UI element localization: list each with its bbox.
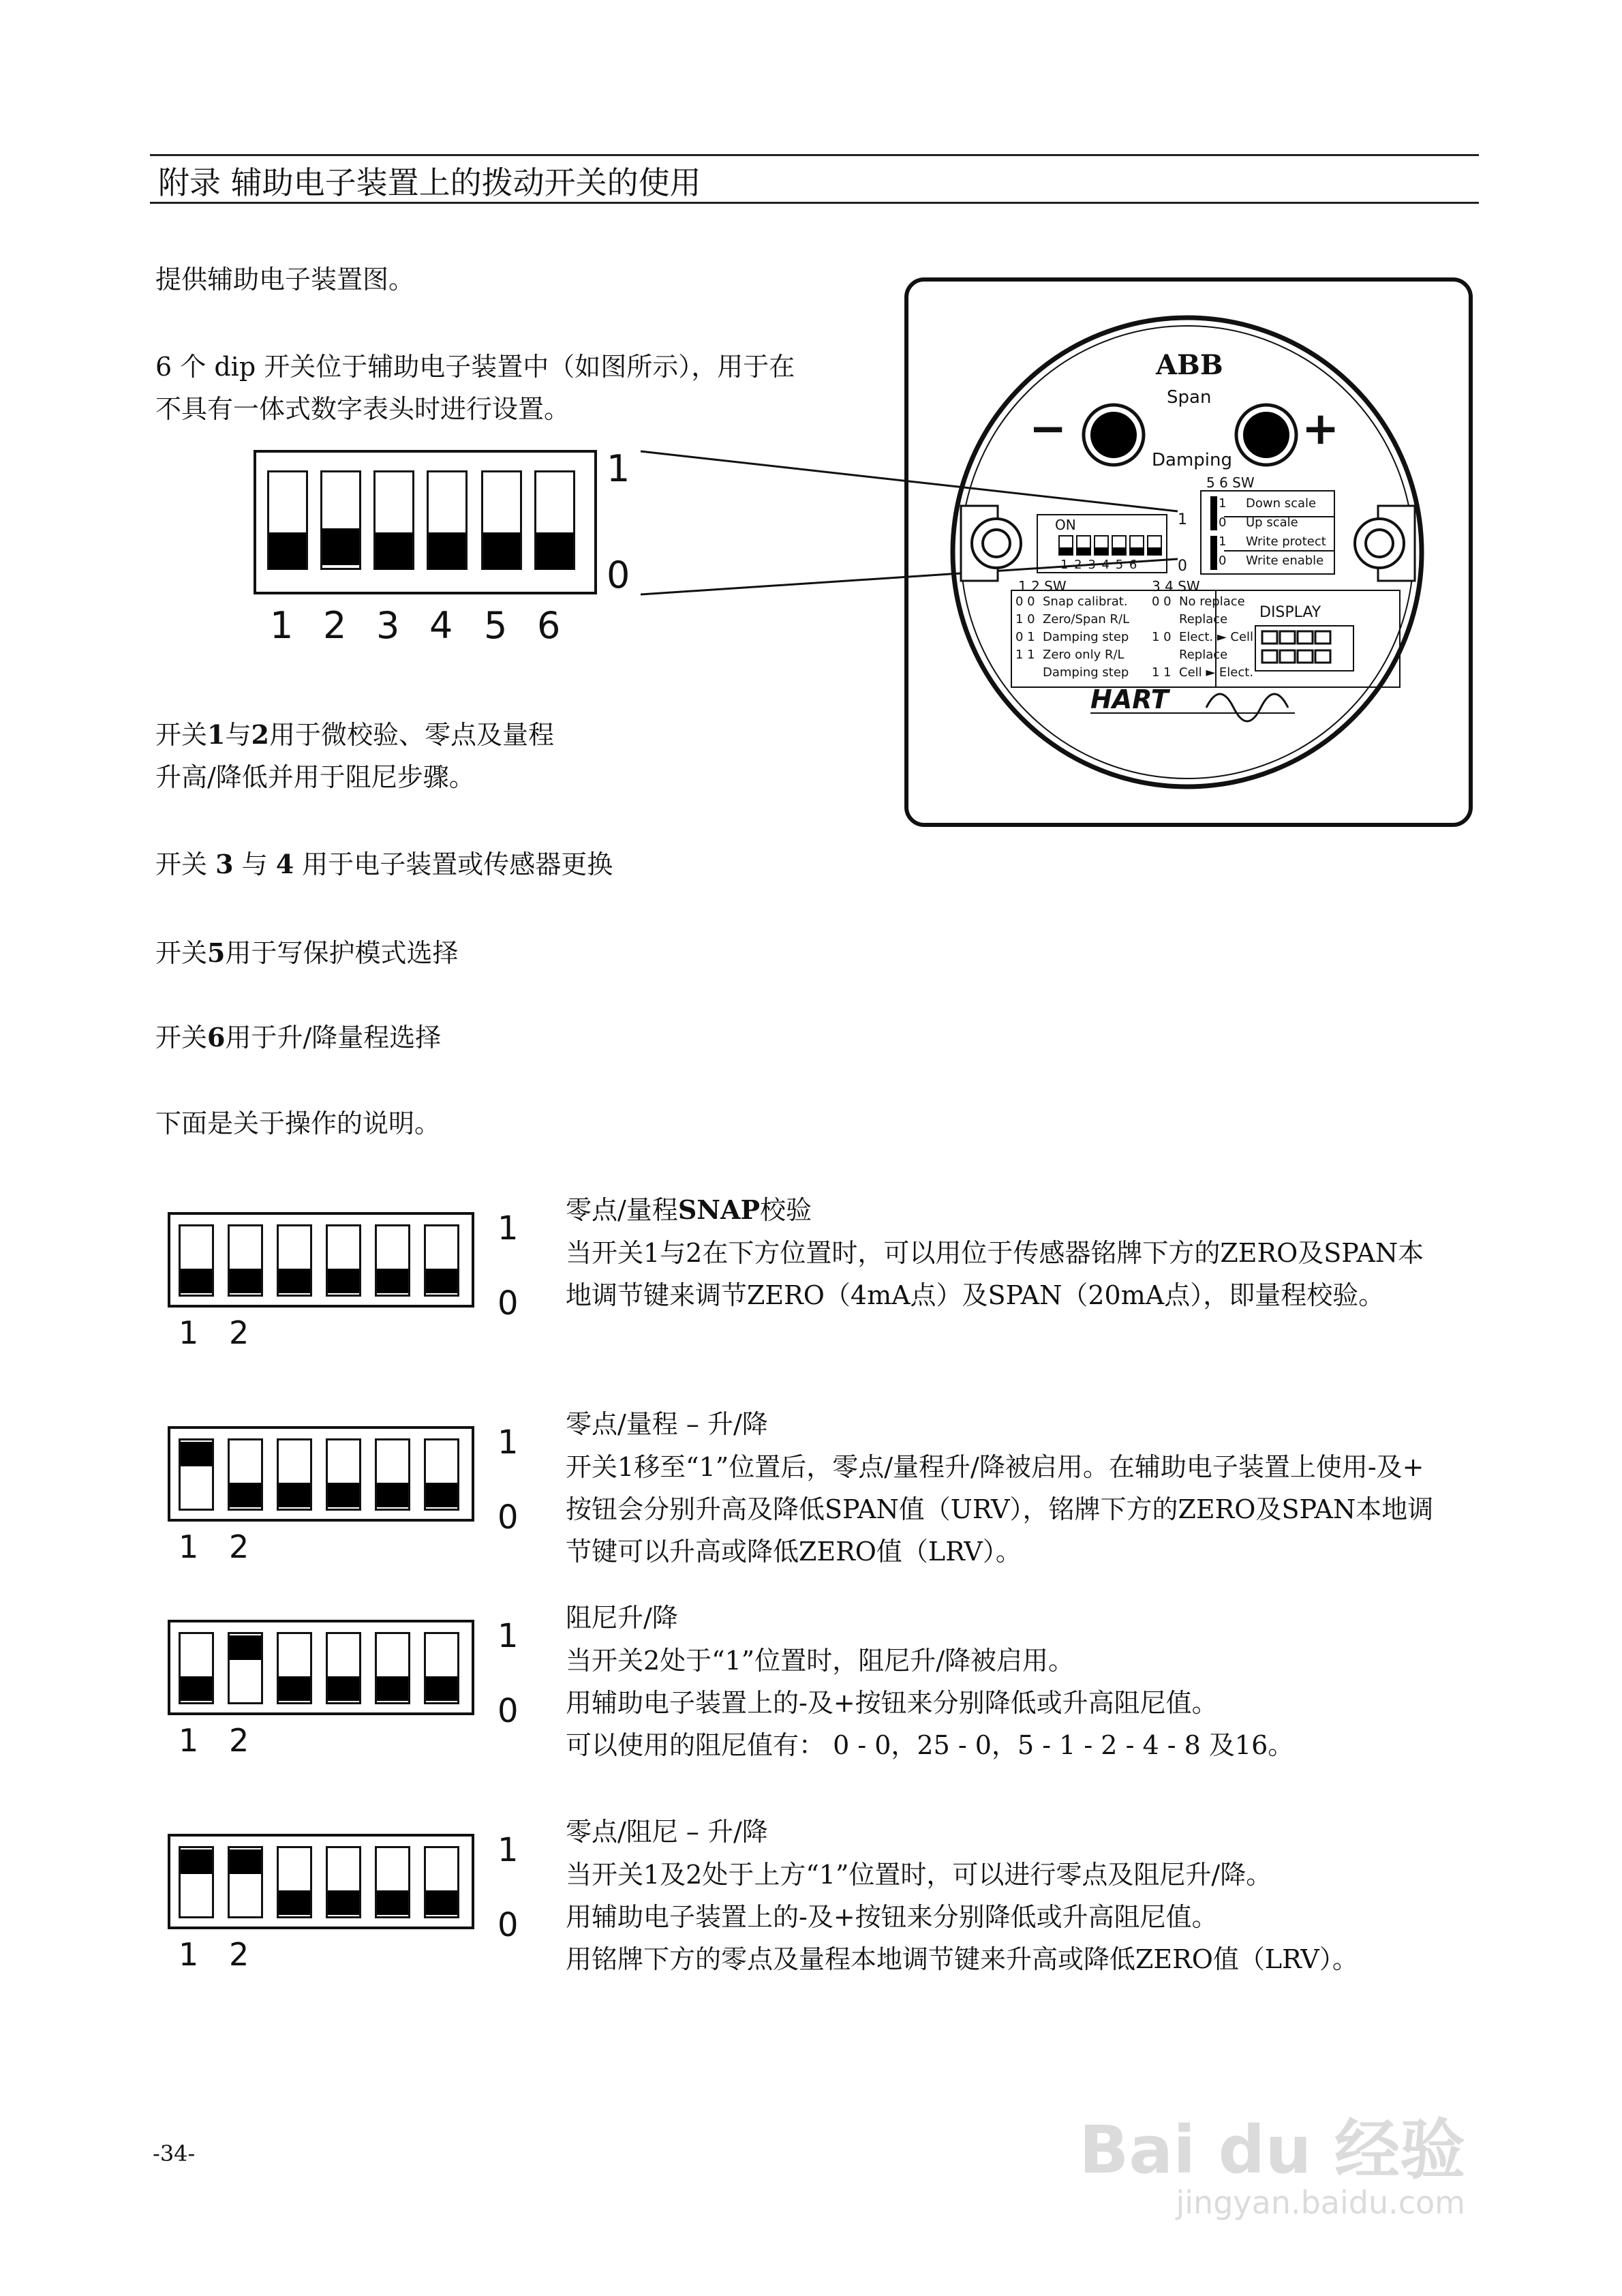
watermark-brand: Bai du 经验 [1079, 2112, 1465, 2188]
sw34-text-0: No replace [1179, 594, 1245, 609]
op-switch-knob-3-3 [279, 1676, 310, 1701]
device-zero-label: 0 [1178, 558, 1187, 575]
main-dip-number-3: 3 [376, 604, 400, 647]
op-switch-knob-3-1 [181, 1676, 212, 1701]
op-switch-4-6 [424, 1846, 459, 1918]
sw56-text-0: Down scale [1246, 496, 1317, 511]
main-dip-number-4: 4 [429, 604, 453, 647]
op-title-pre-4: 零点/阻尼 – 升/降 [566, 1817, 768, 1847]
op-line-1-2: 地调节键来调节ZERO（4mA点）及SPAN（20mA点），即量程校验。 [566, 1280, 1385, 1310]
sw12-text-1: Zero/Span R/L [1043, 612, 1130, 626]
op-title-pre-3: 阻尼升/降 [566, 1603, 678, 1633]
abb-logo: ABB [1156, 349, 1223, 381]
sw12-code-3: 1 1 [1015, 648, 1035, 662]
op-off-label-2: 0 [498, 1498, 519, 1537]
op-off-label-3: 0 [498, 1692, 519, 1730]
op-line-4-3: 用铭牌下方的零点及量程本地调节键来升高或降低ZERO值（LRV）。 [566, 1944, 1358, 1974]
op-switch-3-4 [326, 1632, 361, 1704]
intro-line-1: 提供辅助电子装置图。 [155, 265, 415, 294]
op-switch-4-3 [277, 1846, 312, 1918]
op-switch-knob-1-3 [279, 1269, 310, 1293]
sw12-code-0: 0 0 [1015, 594, 1035, 609]
op-switch-knob-2-3 [279, 1483, 310, 1507]
op-switch-knob-1-2 [230, 1269, 261, 1293]
op-title-pre-2: 零点/量程 – 升/降 [566, 1409, 768, 1439]
op-title-post-1: 校验 [760, 1195, 812, 1225]
op-dip-switch-3 [168, 1620, 474, 1715]
op-switch-knob-2-1 [181, 1442, 212, 1466]
op-switch-knob-4-3 [279, 1890, 310, 1915]
op-switch-1-4 [326, 1224, 361, 1297]
op-off-label-4: 0 [498, 1906, 519, 1944]
sw34-text-3: Replace [1179, 648, 1228, 662]
damping-label: Damping [1152, 450, 1232, 470]
op-switch-4-1 [179, 1846, 214, 1918]
sw34-text-2: Elect. ► Cell [1179, 630, 1254, 644]
op-num-1-4: 1 [179, 1936, 199, 1973]
op-switch-1-2 [228, 1224, 263, 1297]
op-line-4-1: 当开关1及2处于上方“1”位置时，可以进行零点及阻尼升/降。 [566, 1860, 1272, 1890]
op-title-2 [566, 1403, 768, 1445]
op-switch-2-5 [375, 1438, 410, 1511]
op-on-label-3: 1 [498, 1617, 519, 1655]
sw56-code-3: 0 [1219, 554, 1227, 568]
op-switch-4-5 [375, 1846, 410, 1918]
op-dip-switch-1 [168, 1212, 474, 1308]
op-switch-2-6 [424, 1438, 459, 1511]
device-dip-numbers: 1 2 3 4 5 6 [1060, 558, 1137, 572]
sw34-text-1: Replace [1179, 612, 1228, 626]
op-switch-knob-2-4 [328, 1483, 359, 1507]
sw12-header: 1 2 SW [1018, 578, 1067, 594]
op-switch-knob-3-4 [328, 1676, 359, 1701]
op-title-1 [566, 1189, 812, 1231]
sw12-code-2: 0 1 [1015, 630, 1035, 644]
op-switch-knob-3-2 [230, 1635, 261, 1660]
op-switch-3-2 [228, 1632, 263, 1704]
display-label: DISPLAY [1259, 604, 1321, 621]
ops-intro: 下面是关于操作的说明。 [155, 1108, 441, 1138]
op-switch-3-6 [424, 1632, 459, 1704]
op-line-4-2: 用辅助电子装置上的-及+按钮来分别降低或升高阻尼值。 [566, 1902, 1218, 1932]
device-on-label: ON [1055, 517, 1076, 533]
minus-button: − [1029, 402, 1067, 455]
op-title-pre-1: 零点/量程 [566, 1195, 678, 1225]
sw12-code-1: 1 0 [1015, 612, 1035, 626]
baidu-watermark [1079, 2112, 1465, 2221]
sw12-text-4: Damping step [1043, 665, 1129, 680]
op-switch-2-2 [228, 1438, 263, 1511]
intro-line-2: 6 个 dip 开关位于辅助电子装置中（如图所示），用于在 [155, 352, 795, 382]
desc-switch-1-2-line-2: 升高/降低并用于阻尼步骤。 [155, 762, 475, 792]
op-line-2-2: 按钮会分别升高及降低SPAN值（URV），铭牌下方的ZERO及SPAN本地调 [566, 1494, 1434, 1524]
op-num-2-3: 2 [229, 1722, 249, 1759]
op-switch-1-6 [424, 1224, 459, 1297]
op-num-1-1: 1 [179, 1314, 199, 1351]
op-switch-knob-1-6 [426, 1269, 457, 1293]
op-switch-knob-4-6 [426, 1890, 457, 1915]
op-switch-knob-4-4 [328, 1890, 359, 1915]
sw34-code-2: 1 0 [1152, 630, 1172, 644]
main-dip-number-1: 1 [270, 604, 294, 647]
op-switch-knob-2-6 [426, 1483, 457, 1507]
op-switch-4-4 [326, 1846, 361, 1918]
plus-button: + [1302, 402, 1340, 455]
op-switch-1-3 [277, 1224, 312, 1297]
op-dip-switch-4 [168, 1834, 474, 1929]
op-switch-1-5 [375, 1224, 410, 1297]
intro-line-3: 不具有一体式数字表头时进行设置。 [155, 394, 570, 424]
op-switch-3-3 [277, 1632, 312, 1704]
sw34-code-4: 1 1 [1152, 665, 1172, 680]
op-line-2-3: 节键可以升高或降低ZERO值（LRV）。 [566, 1537, 1022, 1567]
main-dip-number-5: 5 [484, 604, 508, 647]
device-one-label: 1 [1178, 511, 1187, 528]
op-title-4 [566, 1811, 768, 1853]
op-switch-1-1 [179, 1224, 214, 1297]
op-num-1-2: 1 [179, 1528, 199, 1565]
op-switch-2-4 [326, 1438, 361, 1511]
op-on-label-1: 1 [498, 1209, 519, 1248]
sw56-header: 5 6 SW [1206, 474, 1255, 491]
op-num-2-4: 2 [229, 1936, 249, 1973]
op-num-2-1: 2 [229, 1314, 249, 1351]
op-switch-knob-2-2 [230, 1483, 261, 1507]
main-dip-number-6: 6 [537, 604, 561, 647]
op-switch-3-5 [375, 1632, 410, 1704]
op-on-label-2: 1 [498, 1423, 519, 1462]
sw12-text-0: Snap calibrat. [1043, 594, 1128, 609]
op-switch-knob-1-4 [328, 1269, 359, 1293]
op-switch-3-1 [179, 1632, 214, 1704]
op-switch-knob-1-5 [377, 1269, 408, 1293]
desc-switch-3-4: 开关 3 与 4 用于电子装置或传感器更换 [155, 849, 613, 879]
op-line-1-1: 当开关1与2在下方位置时，可以用位于传感器铭牌下方的ZERO及SPAN本 [566, 1238, 1424, 1268]
sw56-code-1: 0 [1219, 515, 1227, 530]
op-switch-knob-1-1 [181, 1269, 212, 1293]
op-switch-knob-4-1 [181, 1849, 212, 1874]
sw56-code-0: 1 [1219, 496, 1227, 511]
op-title-bold-1: SNAP [677, 1194, 761, 1225]
op-line-3-2: 用辅助电子装置上的-及+按钮来分别降低或升高阻尼值。 [566, 1688, 1218, 1718]
op-switch-knob-3-5 [377, 1676, 408, 1701]
page-title: 附录 辅助电子装置上的拨动开关的使用 [158, 164, 701, 201]
sw12-text-3: Zero only R/L [1043, 648, 1124, 662]
desc-switch-1-2-line-1: 开关1与2用于微校验、零点及量程 [155, 719, 554, 750]
watermark-url: jingyan.baidu.com [1176, 2184, 1465, 2221]
sw56-text-1: Up scale [1246, 515, 1298, 530]
desc-switch-6: 开关6用于升/降量程选择 [155, 1022, 442, 1053]
main-dip-number-2: 2 [323, 604, 347, 647]
sw34-code-0: 0 0 [1152, 594, 1172, 609]
sw34-header: 3 4 SW [1152, 578, 1200, 594]
op-num-1-3: 1 [179, 1722, 199, 1759]
hart-logo: HART [1090, 684, 1169, 714]
page-number: -34- [153, 2141, 196, 2166]
op-switch-2-3 [277, 1438, 312, 1511]
sw12-text-2: Damping step [1043, 630, 1129, 644]
op-num-2-2: 2 [229, 1528, 249, 1565]
desc-switch-5: 开关5用于写保护模式选择 [155, 937, 459, 968]
main-on-label: 1 [607, 447, 630, 490]
sw56-text-3: Write enable [1246, 554, 1324, 568]
op-switch-knob-4-2 [230, 1849, 261, 1874]
sw56-text-2: Write protect [1246, 534, 1326, 549]
span-label: Span [1167, 387, 1212, 408]
sw56-code-2: 1 [1219, 534, 1227, 549]
op-switch-2-1 [179, 1438, 214, 1511]
op-switch-4-2 [228, 1846, 263, 1918]
op-dip-switch-2 [168, 1426, 474, 1522]
op-switch-knob-2-5 [377, 1483, 408, 1507]
op-switch-knob-4-5 [377, 1890, 408, 1915]
main-off-label: 0 [607, 554, 630, 596]
sw34-text-4: Cell ► Elect. [1179, 665, 1254, 680]
op-on-label-4: 1 [498, 1831, 519, 1869]
op-switch-knob-3-6 [426, 1676, 457, 1701]
op-off-label-1: 0 [498, 1284, 519, 1323]
op-title-3 [566, 1597, 678, 1639]
op-line-3-1: 当开关2处于“1”位置时，阻尼升/降被启用。 [566, 1646, 1075, 1676]
op-line-2-1: 开关1移至“1”位置后，零点/量程升/降被启用。在辅助电子装置上使用-及+ [566, 1452, 1424, 1482]
op-line-3-3: 可以使用的阻尼值有： 0 - 0，25 - 0，5 - 1 - 2 - 4 - 8 及16。 [566, 1730, 1294, 1760]
